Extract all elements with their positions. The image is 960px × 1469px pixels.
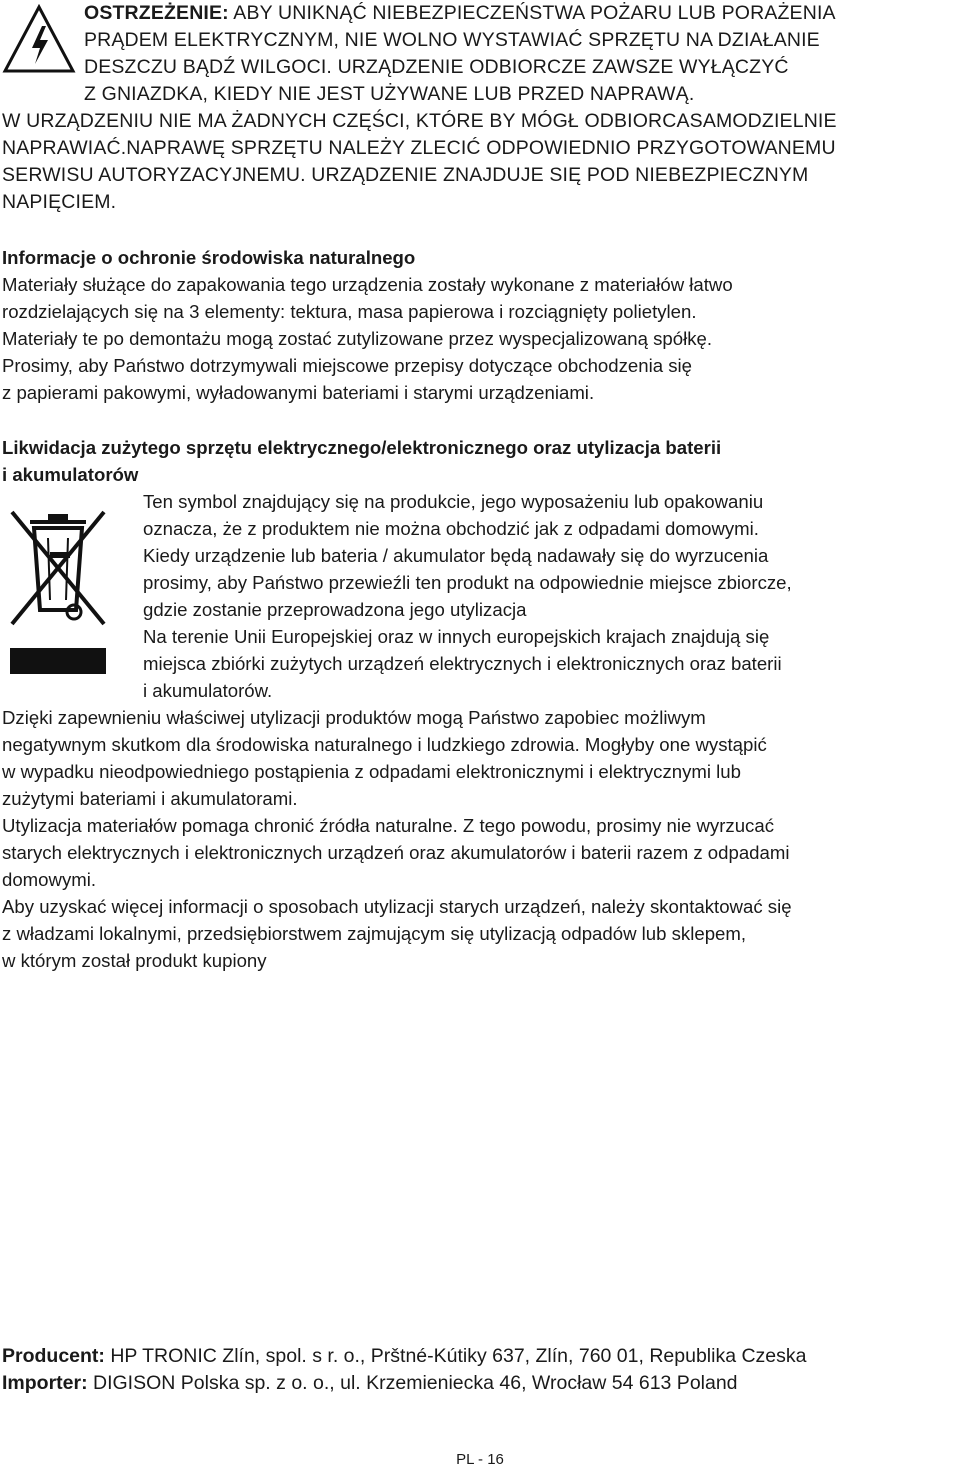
- disposal-indented-line: gdzie zostanie przeprowadzona jego utylizacja: [143, 599, 527, 620]
- warning-line: NAPRAWIAĆ.NAPRAWĘ SPRZĘTU NALEŻY ZLECIĆ ODPOWIEDNIO PRZYGOTOWANEMU: [2, 137, 836, 159]
- disposal-indented-line: i akumulatorów.: [143, 680, 273, 701]
- disposal-heading: i akumulatorów: [2, 464, 139, 485]
- importer-value: DIGISON Polska sp. z o. o., ul. Krzemieniecka 46, Wrocław 54 613 Poland: [87, 1372, 738, 1394]
- crossed-out-wheelie-bin-icon: [8, 500, 108, 676]
- warning-line: Z GNIAZDKA, KIEDY NIE JEST UŻYWANE LUB PRZED NAPRAWĄ.: [84, 83, 695, 105]
- disposal-body-line: zużytymi bateriami i akumulatorami.: [2, 788, 298, 809]
- disposal-body-line: starych elektrycznych i elektronicznych urządzeń oraz akumulatorów i baterii razem z odpadami: [2, 842, 790, 863]
- environment-line: rozdzielających się na 3 elementy: tektura, masa papierowa i rozciągnięty polietylen.: [2, 301, 697, 322]
- disposal-body-line: Dzięki zapewnieniu właściwej utylizacji produktów mogą Państwo zapobiec możliwym: [2, 707, 706, 728]
- environment-heading: Informacje o ochronie środowiska naturalnego: [2, 247, 416, 268]
- disposal-body-line: z władzami lokalnymi, przedsiębiorstwem zajmującym się utylizacją odpadów lub sklepem,: [2, 923, 747, 944]
- warning-label: OSTRZEŻENIE:: [84, 2, 229, 24]
- warning-line: NAPIĘCIEM.: [2, 191, 117, 213]
- disposal-body-line: w którym został produkt kupiony: [2, 950, 267, 971]
- disposal-indented-line: oznacza, że z produktem nie można obchodzić jak z odpadami domowymi.: [143, 518, 759, 539]
- disposal-heading: Likwidacja zużytego sprzętu elektrycznego/elektronicznego oraz utylizacja baterii: [2, 437, 722, 458]
- disposal-body-line: Utylizacja materiałów pomaga chronić źródła naturalne. Z tego powodu, prosimy nie wyrzucać: [2, 815, 774, 836]
- disposal-indented-line: prosimy, aby Państwo przewieźli ten produkt na odpowiednie miejsce zbiorcze,: [143, 572, 792, 593]
- electric-shock-warning-icon: [2, 4, 76, 74]
- importer-line: [2, 1370, 738, 1396]
- environment-line: z papierami pakowymi, wyładowanymi bateriami i starymi urządzeniami.: [2, 382, 595, 403]
- warning-line: DESZCZU BĄDŹ WILGOCI. URZĄDZENIE ODBIORCZE ZAWSZE WYŁĄCZYĆ: [84, 56, 789, 78]
- disposal-body-line: domowymi.: [2, 869, 97, 890]
- producer-line: [2, 1343, 807, 1369]
- warning-line: PRĄDEM ELEKTRYCZNYM, NIE WOLNO WYSTAWIAĆ SPRZĘTU NA DZIAŁANIE: [84, 29, 820, 51]
- disposal-indented-line: Ten symbol znajdujący się na produkcie, jego wyposażeniu lub opakowaniu: [143, 491, 764, 512]
- warning-line: SERWISU AUTORYZACYJNEMU. URZĄDZENIE ZNAJDUJE SIĘ POD NIEBEZPIECZNYM: [2, 164, 809, 186]
- producer-value: HP TRONIC Zlín, spol. s r. o., Prštné-Kútiky 637, Zlín, 760 01, Republika Czeska: [104, 1345, 807, 1367]
- importer-label: Importer:: [2, 1372, 88, 1394]
- page-number: PL - 16: [456, 1451, 504, 1468]
- disposal-body-line: w wypadku nieodpowiedniego postąpienia z odpadami elektronicznymi i elektrycznymi lub: [2, 761, 741, 782]
- warning-line: OSTRZEŻENIE: ABY UNIKNĄĆ NIEBEZPIECZEŃSTWA POŻARU LUB PORAŻENIA: [84, 2, 836, 24]
- disposal-body-line: negatywnym skutkom dla środowiska naturalnego i ludzkiego zdrowia. Mogłyby one wystąpić: [2, 734, 767, 755]
- producer-label: Producent:: [2, 1345, 105, 1367]
- environment-line: Materiały te po demontażu mogą zostać zutylizowane przez wyspecjalizowaną spółkę.: [2, 328, 713, 349]
- disposal-indented-line: miejsca zbiórki zużytych urządzeń elektrycznych i elektronicznych oraz baterii: [143, 653, 782, 674]
- disposal-indented-line: Kiedy urządzenie lub bateria / akumulator będą nadawały się do wyrzucenia: [143, 545, 769, 566]
- disposal-body-line: Aby uzyskać więcej informacji o sposobach utylizacji starych urządzeń, należy skontaktować się: [2, 896, 792, 917]
- disposal-indented-line: Na terenie Unii Europejskiej oraz w innych europejskich krajach znajdują się: [143, 626, 770, 647]
- environment-line: Prosimy, aby Państwo dotrzymywali miejscowe przepisy dotyczące obchodzenia się: [2, 355, 692, 376]
- warning-line: W URZĄDZENIU NIE MA ŻADNYCH CZĘŚCI, KTÓRE BY MÓGŁ ODBIORCASAMODZIELNIE: [2, 110, 837, 132]
- environment-line: Materiały służące do zapakowania tego urządzenia zostały wykonane z materiałów łatwo: [2, 274, 733, 295]
